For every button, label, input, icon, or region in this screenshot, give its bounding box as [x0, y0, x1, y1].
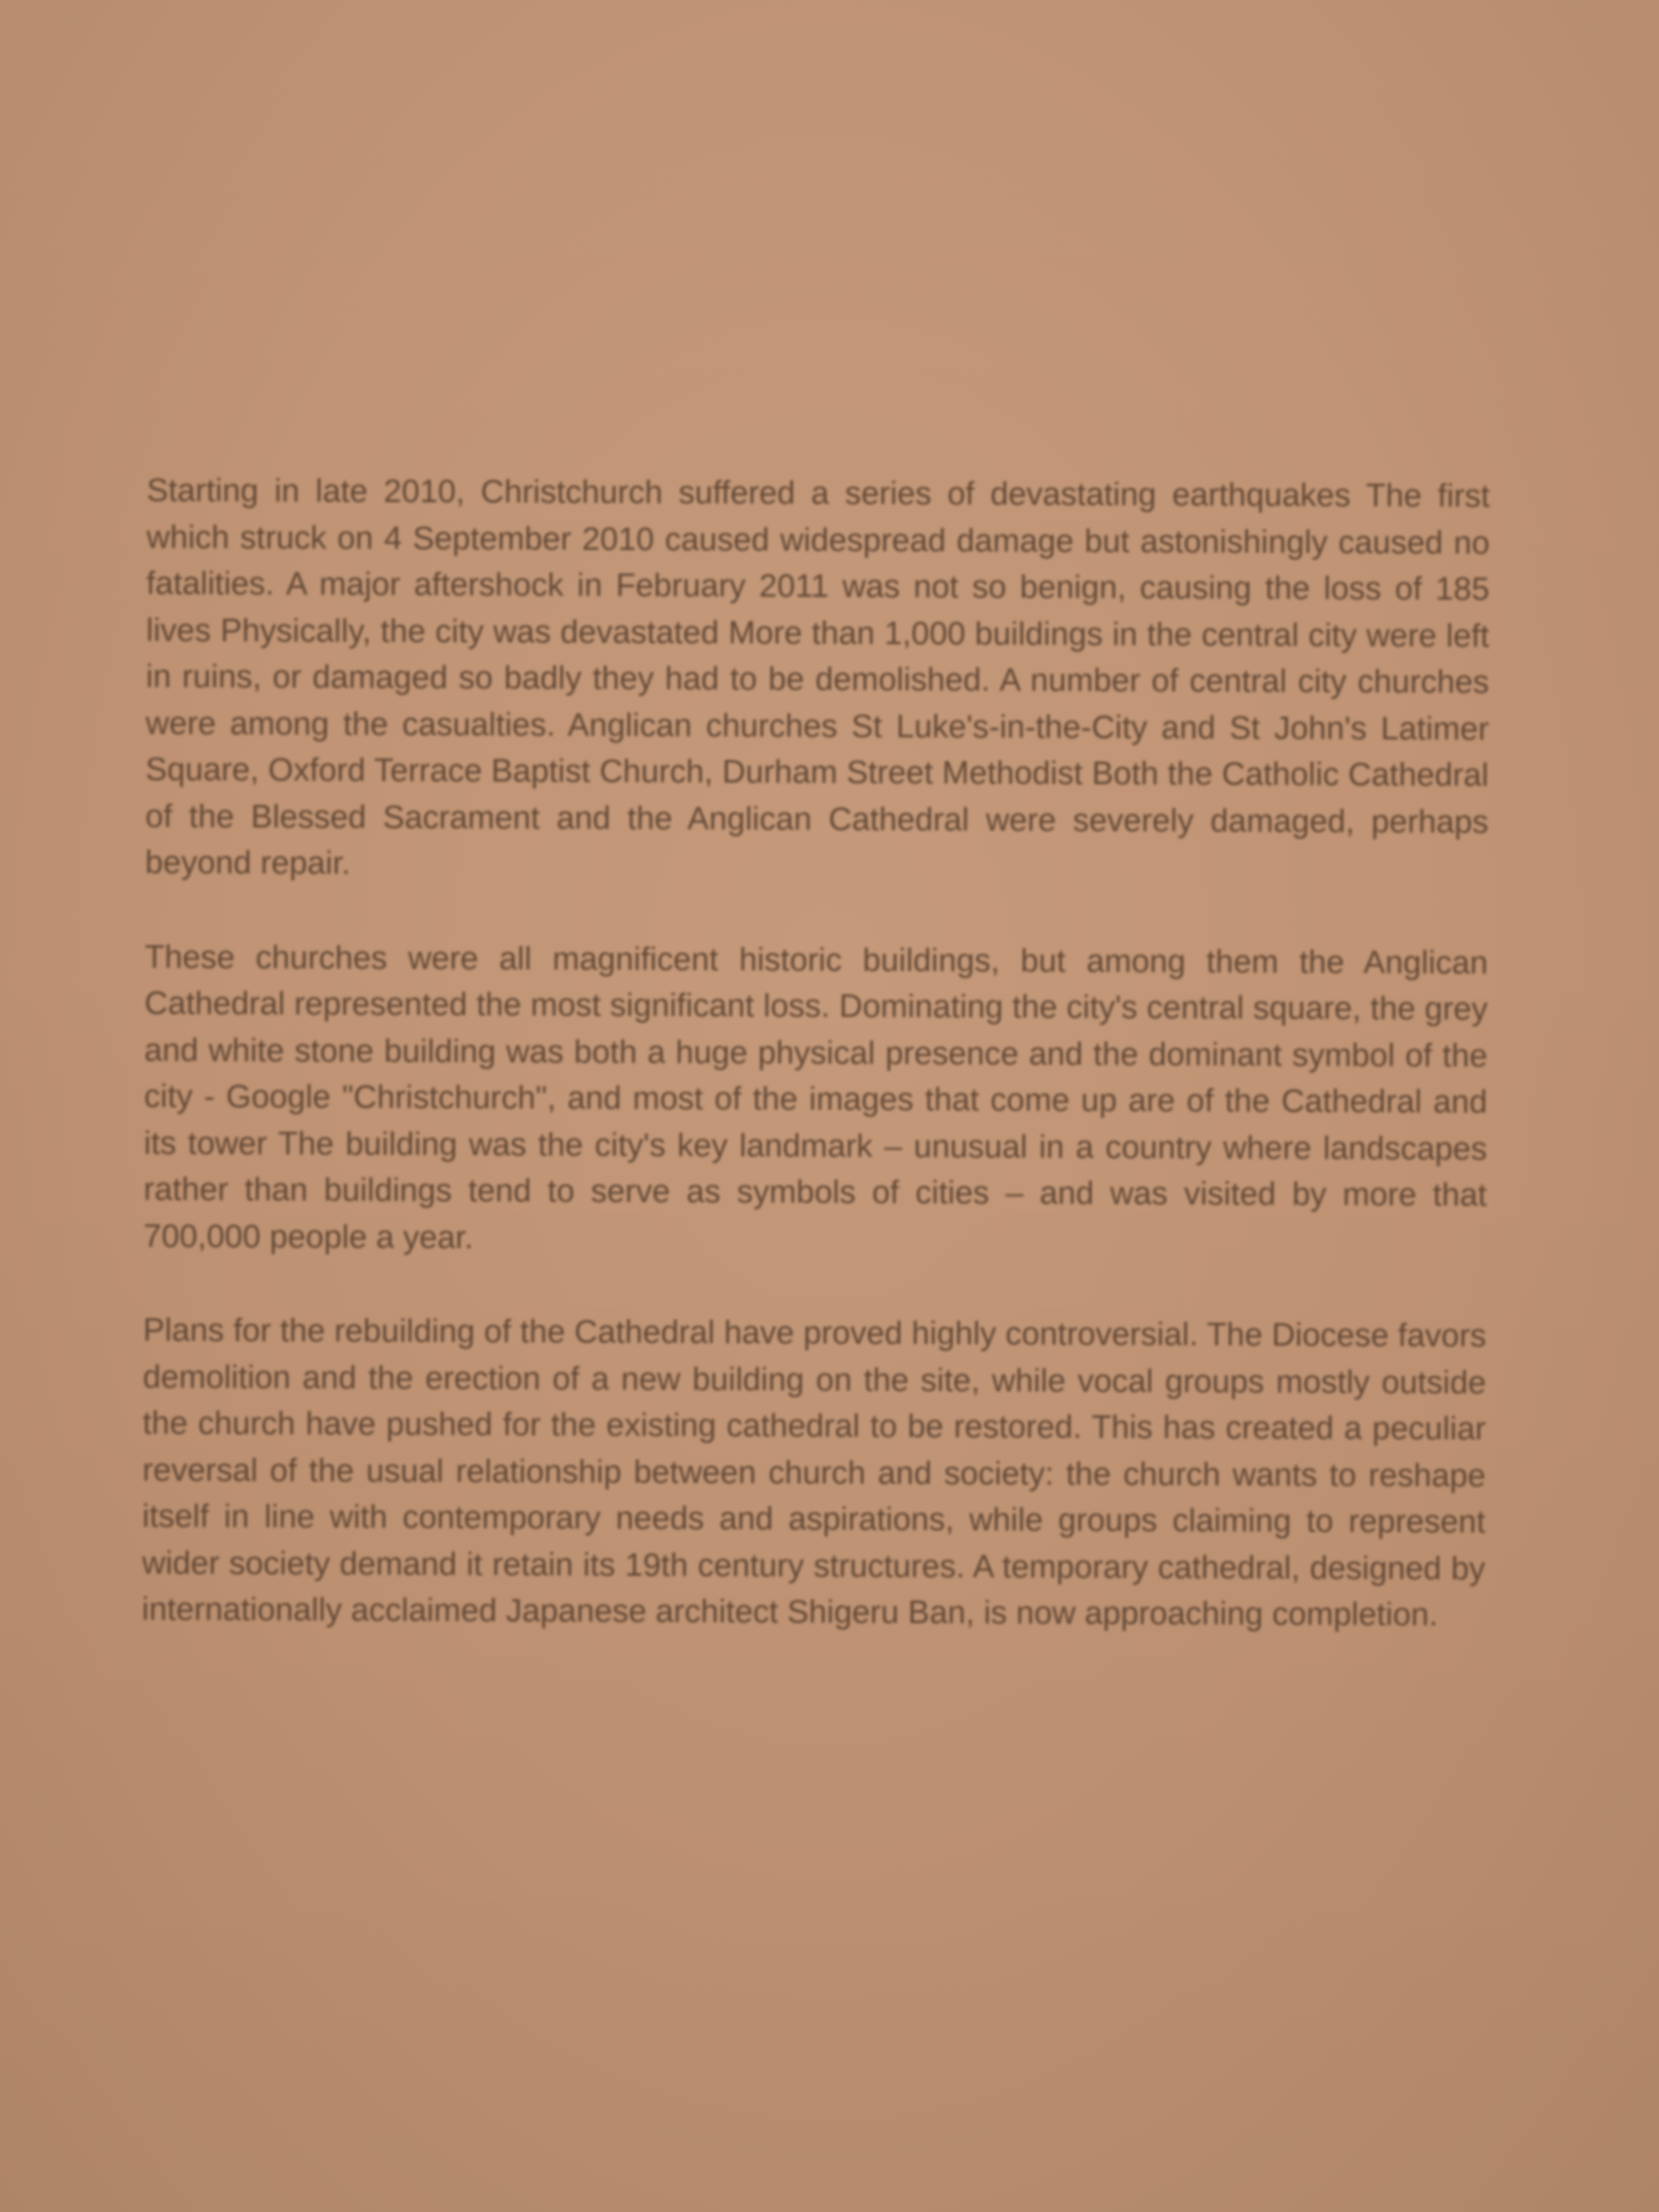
- paragraph-rebuilding-plans: Plans for the rebuilding of the Cathedral have proved highly controversial. The Diocese favors demolition and the erection of a new building on the site, while vocal groups mostly outside the church have pushed for the existing cathedral to be restored. This has created a peculiar reversal of the usual relationship between church and society: the church wants to reshape itself in line with contemporary needs and aspirations, while groups claiming to represent wider society demand it retain its 19th century structures. A temporary cathedral, designed by internationally acclaimed Japanese architect Shigeru Ban, is now approaching completion.: [142, 1312, 1487, 1633]
- paragraph-earthquakes: Starting in late 2010, Christchurch suffered a series of devastating earthquakes The first which struck on 4 September 2010 caused widespread damage but astonishingly caused no fatalities. A major aftershock in February 2011 was not so benign, causing the loss of 185 lives Physically, the city was devastated More than 1,000 buildings in the central city were left in ruins, or damaged so badly they had to be demolished. A number of central city churches were among the casualties. Anglican churches St Luke's-in-the-City and St John's Latimer Square, Oxford Terrace Baptist Church, Durham Street Methodist Both the Catholic Cathedral of the Blessed Sacrament and the Anglican Cathedral were severely damaged, perhaps beyond repair.: [144, 472, 1490, 882]
- placard-text: [142, 468, 1490, 1639]
- paragraph-anglican-cathedral: These churches were all magnificent historic buildings, but among them the Anglican Cathedral represented the most significant loss. Dominating the city's central square, the grey and white stone building was both a huge physical presence and the dominant symbol of the city - Google "Christchurch", and most of the images that come up are of the Cathedral and its tower The building was the city's key landmark – unusual in a country where landscapes rather than buildings tend to serve as symbols of cities – and was visited by more that 700,000 people a year.: [143, 939, 1488, 1256]
